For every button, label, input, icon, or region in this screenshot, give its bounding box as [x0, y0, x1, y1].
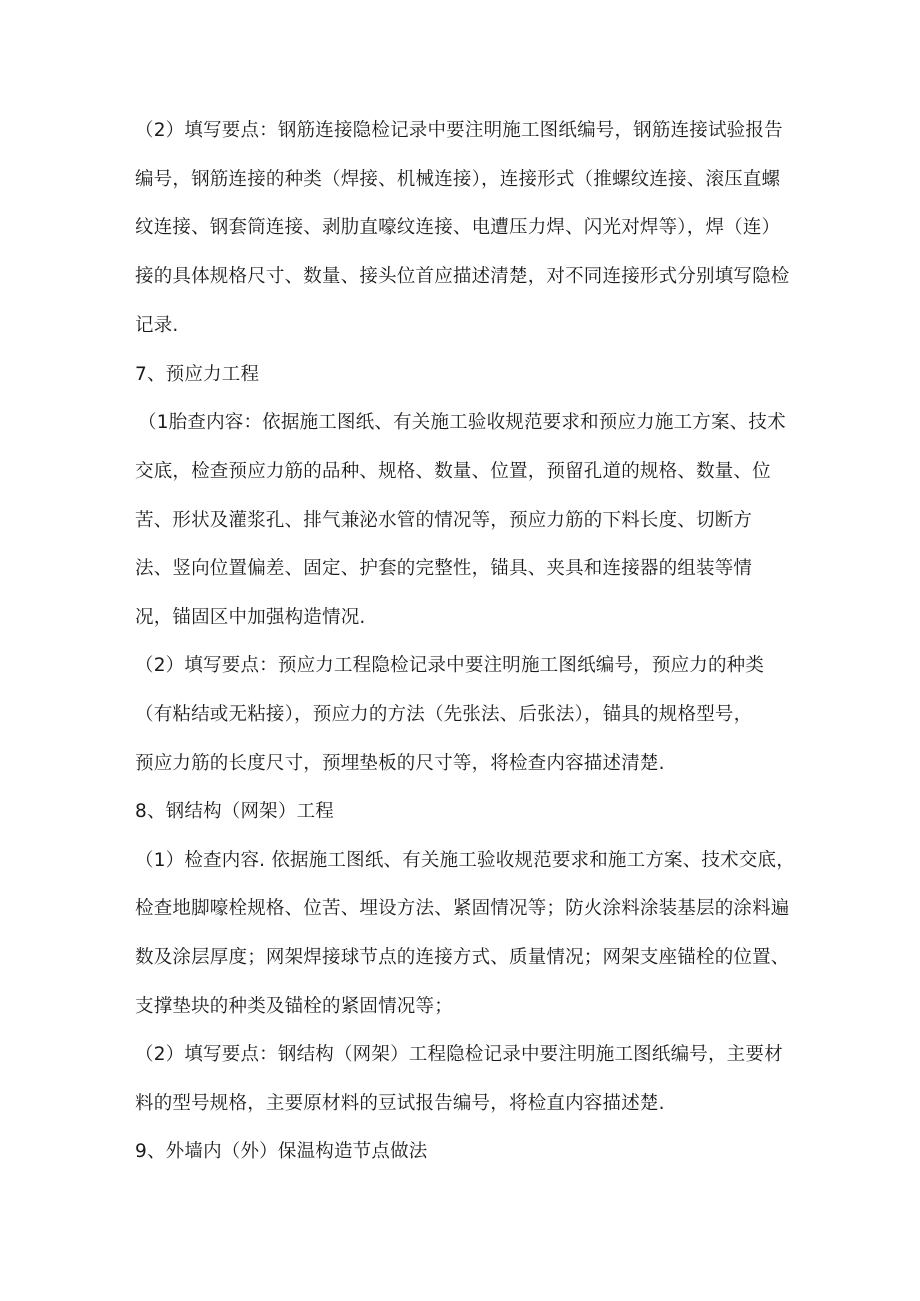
section-heading: 8、钢结构（网架）工程: [135, 801, 334, 822]
text-line: 法、竖向位置偏差、固定、护套的完整性，锚具、夹具和连接器的组装等情: [135, 558, 753, 579]
text-line: 料的型号规格，主要原材料的豆试报告编号，将检直内容描述楚.: [135, 1093, 665, 1114]
text-line: （2）填写要点：预应力工程隐检记录中要注明施工图纸编号，预应力的种类: [135, 655, 765, 676]
text-line: 支撑垫块的种类及锚栓的紧固情况等；: [135, 996, 453, 1017]
text-line: （有粘结或无粘接），预应力的方法（先张法、后张法），锚具的规格型号，: [135, 704, 753, 725]
text-line: 接的具体规格尺寸、数量、接头位首应描述清楚，对不同连接形式分别填写隐检: [135, 266, 790, 287]
text-line: 数及涂层厚度；网架焊接球节点的连接方式、质量情况；网架支座锚栓的位置、: [135, 947, 790, 968]
text-line: 检查地脚嚎栓规格、位苦、埋设方法、紧固情况等；防火涂料涂装基层的涂料遍: [135, 898, 790, 919]
text-line: （2）填写要点：钢结构（网架）工程隐检记录中要注明施工图纸编号，主要材: [135, 1044, 783, 1065]
text-line: 交底，检查预应力筋的品种、规格、数量、位置，预留孔道的规格、数量、位: [135, 461, 771, 482]
text-line: （1）检查内容. 依据施工图纸、有关施工验收规范要求和施工方案、技术交底，: [135, 850, 795, 871]
text-line: （1胎查内容：依据施工图纸、有关施工验收规范要求和预应力施工方案、技术: [138, 412, 786, 433]
section-heading: 7、预应力工程: [135, 364, 260, 385]
text-line: （2）填写要点：钢筋连接隐检记录中要注明施工图纸编号，钢筋连接试验报告: [135, 120, 783, 141]
text-line: 况，锚固区中加强构造情况.: [135, 607, 366, 628]
section-heading: 9、外墙内（外）保温构造节点做法: [135, 1141, 428, 1162]
text-line: 苦、形状及灌浆孔、排气兼泌水管的情况等，预应力筋的下料长度、切断方: [135, 510, 753, 531]
text-line: 纹连接、钢套筒连接、剥肋直嚎纹连接、电遭压力焊、闪光对焊等），焊（连）: [135, 217, 781, 238]
text-line: 编号，钢筋连接的种类（焊接、机械连接），连接形式（推螺纹连接、滚压直螺: [135, 169, 781, 190]
text-line: 记录.: [135, 315, 179, 336]
text-line: 预应力筋的长度尺寸，预埋垫板的尺寸等，将检查内容描述清楚.: [135, 753, 665, 774]
